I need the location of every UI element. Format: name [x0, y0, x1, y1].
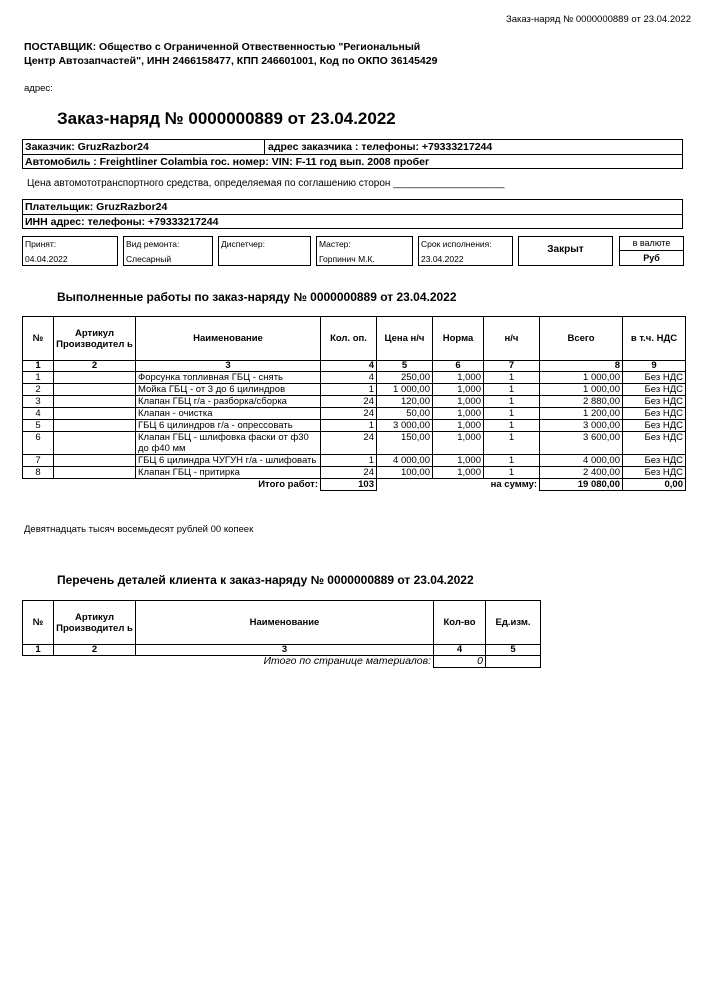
cell-vat: Без НДС: [623, 384, 686, 396]
customer-name: Заказчик: GruzRazbor24: [25, 141, 149, 153]
col-number: 2: [54, 361, 136, 372]
col-header: Цена н/ч: [377, 317, 433, 361]
works-vat-sum: 0,00: [623, 479, 686, 491]
col-header: Кол. оп.: [321, 317, 377, 361]
col-number: 4: [434, 645, 486, 656]
master-field: Мастер: Горпинич М.К.: [316, 236, 413, 266]
cell-total: 1 000,00: [540, 372, 623, 384]
cell-name: Мойка ГБЦ - от 3 до 6 цилиндров: [136, 384, 321, 396]
accepted-date: 04.04.2022: [25, 254, 68, 264]
cell-nh: 1: [484, 455, 540, 467]
cell-nh: 1: [484, 420, 540, 432]
page-header: Заказ-наряд № 0000000889 от 23.04.2022: [505, 14, 691, 25]
cell-qty: 1: [321, 455, 377, 467]
cell-total: 2 880,00: [540, 396, 623, 408]
col-header: Норма: [433, 317, 484, 361]
status-badge: Закрыт: [518, 236, 613, 266]
repair-type: Слесарный: [126, 254, 172, 264]
col-header: Ед.изм.: [486, 601, 541, 645]
table-row: [23, 420, 686, 432]
cell-price: 150,00: [377, 432, 433, 455]
table-row: [23, 455, 686, 467]
payer-name: Плательщик: GruzRazbor24: [23, 200, 682, 215]
col-header: н/ч: [484, 317, 540, 361]
deadline: 23.04.2022: [421, 254, 464, 264]
cell-vat: Без НДС: [623, 372, 686, 384]
col-header: Артикул Производител ь: [54, 317, 136, 361]
deadline-field: Срок исполнения: 23.04.2022: [418, 236, 513, 266]
price-note: Цена автомототранспортного средства, определяемая по соглашению сторон ____________________: [27, 178, 505, 189]
cell-n: 3: [23, 396, 54, 408]
cell-price: 4 000,00: [377, 455, 433, 467]
col-number: 1: [23, 645, 54, 656]
cell-norm: 1,000: [433, 372, 484, 384]
cell-qty: 24: [321, 396, 377, 408]
cell-art: [54, 384, 136, 396]
cell-name: Клапан ГБЦ - притирка: [136, 467, 321, 479]
parts-total: 0: [434, 656, 486, 668]
table-row: [23, 372, 686, 384]
cell-vat: Без НДС: [623, 420, 686, 432]
cell-n: 8: [23, 467, 54, 479]
works-sum-label: на сумму:: [490, 479, 537, 490]
works-total-label: Итого работ:: [258, 479, 318, 490]
cell-nh: 1: [484, 372, 540, 384]
accepted-field: Принят: 04.04.2022: [22, 236, 118, 266]
cell-vat: Без НДС: [623, 467, 686, 479]
customer-address-phones: адрес заказчика : телефоны: +79333217244: [264, 140, 492, 154]
customer-box: [22, 139, 683, 169]
cell-price: 3 000,00: [377, 420, 433, 432]
cell-name: ГБЦ 6 цилиндров г/а - опрессовать: [136, 420, 321, 432]
payer-box: [22, 199, 683, 229]
cell-art: [54, 455, 136, 467]
cell-name: Форсунка топливная ГБЦ - снять: [136, 372, 321, 384]
table-row: [23, 432, 686, 455]
cell-name: ГБЦ 6 цилиндра ЧУГУН г/а - шлифовать: [136, 455, 321, 467]
cell-qty: 24: [321, 408, 377, 420]
col-number: 7: [484, 361, 540, 372]
cell-price: 250,00: [377, 372, 433, 384]
repair-type-field: Вид ремонта: Слесарный: [123, 236, 213, 266]
cell-vat: Без НДС: [623, 455, 686, 467]
cell-price: 100,00: [377, 467, 433, 479]
col-header: Наименование: [136, 601, 434, 645]
cell-total: 4 000,00: [540, 455, 623, 467]
cell-norm: 1,000: [433, 408, 484, 420]
col-number: 9: [623, 361, 686, 372]
cell-norm: 1,000: [433, 432, 484, 455]
cell-norm: 1,000: [433, 384, 484, 396]
cell-nh: 1: [484, 467, 540, 479]
col-number: 1: [23, 361, 54, 372]
supplier-info: ПОСТАВЩИК: Общество с Ограниченной Отвественностью "Региональный Центр Автозапчастей", ИНН 2466158477, КПП 246601001, Код по ОКПО 36145429: [24, 41, 438, 67]
parts-total-label: Итого по странице материалов:: [263, 655, 431, 667]
works-title: Выполненные работы по заказ-наряду № 0000000889 от 23.04.2022: [57, 290, 457, 304]
cell-art: [54, 432, 136, 455]
col-header: Кол-во: [434, 601, 486, 645]
col-header: №: [23, 601, 54, 645]
cell-n: 5: [23, 420, 54, 432]
col-number: 2: [54, 645, 136, 656]
cell-qty: 1: [321, 384, 377, 396]
cell-total: 2 400,00: [540, 467, 623, 479]
parts-total-empty: [486, 656, 541, 668]
cell-price: 50,00: [377, 408, 433, 420]
cell-vat: Без НДС: [623, 396, 686, 408]
col-number: 5: [377, 361, 433, 372]
cell-n: 2: [23, 384, 54, 396]
col-header: Наименование: [136, 317, 321, 361]
cell-qty: 24: [321, 432, 377, 455]
cell-art: [54, 420, 136, 432]
col-number: 6: [433, 361, 484, 372]
cell-art: [54, 408, 136, 420]
cell-qty: 4: [321, 372, 377, 384]
cell-qty: 24: [321, 467, 377, 479]
cell-name: Клапан - очистка: [136, 408, 321, 420]
parts-title: Перечень деталей клиента к заказ-наряду № 0000000889 от 23.04.2022: [57, 573, 474, 587]
supplier-address: адрес:: [24, 83, 53, 94]
col-number: 5: [486, 645, 541, 656]
cell-nh: 1: [484, 396, 540, 408]
works-total-qty: 103: [321, 479, 377, 491]
cell-art: [54, 396, 136, 408]
col-header: Всего: [540, 317, 623, 361]
cell-price: 120,00: [377, 396, 433, 408]
cell-n: 4: [23, 408, 54, 420]
cell-vat: Без НДС: [623, 432, 686, 455]
cell-total: 3 600,00: [540, 432, 623, 455]
cell-vat: Без НДС: [623, 408, 686, 420]
cell-art: [54, 372, 136, 384]
cell-total: 3 000,00: [540, 420, 623, 432]
col-number: 4: [321, 361, 377, 372]
table-row: [23, 408, 686, 420]
cell-norm: 1,000: [433, 420, 484, 432]
table-row: [23, 384, 686, 396]
col-number: 3: [136, 645, 434, 656]
cell-qty: 1: [321, 420, 377, 432]
cell-nh: 1: [484, 432, 540, 455]
amount-in-words: Девятнадцать тысяч восемьдесят рублей 00 копеек: [24, 524, 254, 535]
col-header: №: [23, 317, 54, 361]
cell-norm: 1,000: [433, 455, 484, 467]
payer-details: ИНН адрес: телефоны: +79333217244: [25, 216, 219, 228]
master: Горпинич М.К.: [319, 254, 375, 264]
cell-n: 7: [23, 455, 54, 467]
works-sum: 19 080,00: [540, 479, 623, 491]
document-title: Заказ-наряд № 0000000889 от 23.04.2022: [57, 109, 396, 128]
cell-total: 1 000,00: [540, 384, 623, 396]
cell-nh: 1: [484, 408, 540, 420]
cell-art: [54, 467, 136, 479]
dispatcher-field: Диспетчер:: [218, 236, 311, 266]
cell-nh: 1: [484, 384, 540, 396]
table-row: [23, 467, 686, 479]
cell-norm: 1,000: [433, 467, 484, 479]
col-number: 8: [540, 361, 623, 372]
cell-name: Клапан ГБЦ - шлифовка фаски от ф30 до ф40 мм: [136, 432, 321, 455]
col-number: 3: [136, 361, 321, 372]
cell-total: 1 200,00: [540, 408, 623, 420]
col-header: в т.ч. НДС: [623, 317, 686, 361]
cell-price: 1 000,00: [377, 384, 433, 396]
currency-value: Руб: [619, 251, 684, 266]
works-table: [22, 316, 686, 491]
cell-n: 1: [23, 372, 54, 384]
vehicle-info: Автомобиль : Freightliner Colambia гос. номер: VIN: F-11 год вып. 2008 пробег: [25, 156, 430, 168]
cell-norm: 1,000: [433, 396, 484, 408]
cell-n: 6: [23, 432, 54, 455]
currency-box: [619, 236, 684, 266]
table-row: [23, 396, 686, 408]
col-header: Артикул Производител ь: [54, 601, 136, 645]
currency-label: в валюте: [619, 236, 684, 251]
parts-table: [22, 600, 541, 668]
cell-name: Клапан ГБЦ г/а - разборка/сборка: [136, 396, 321, 408]
